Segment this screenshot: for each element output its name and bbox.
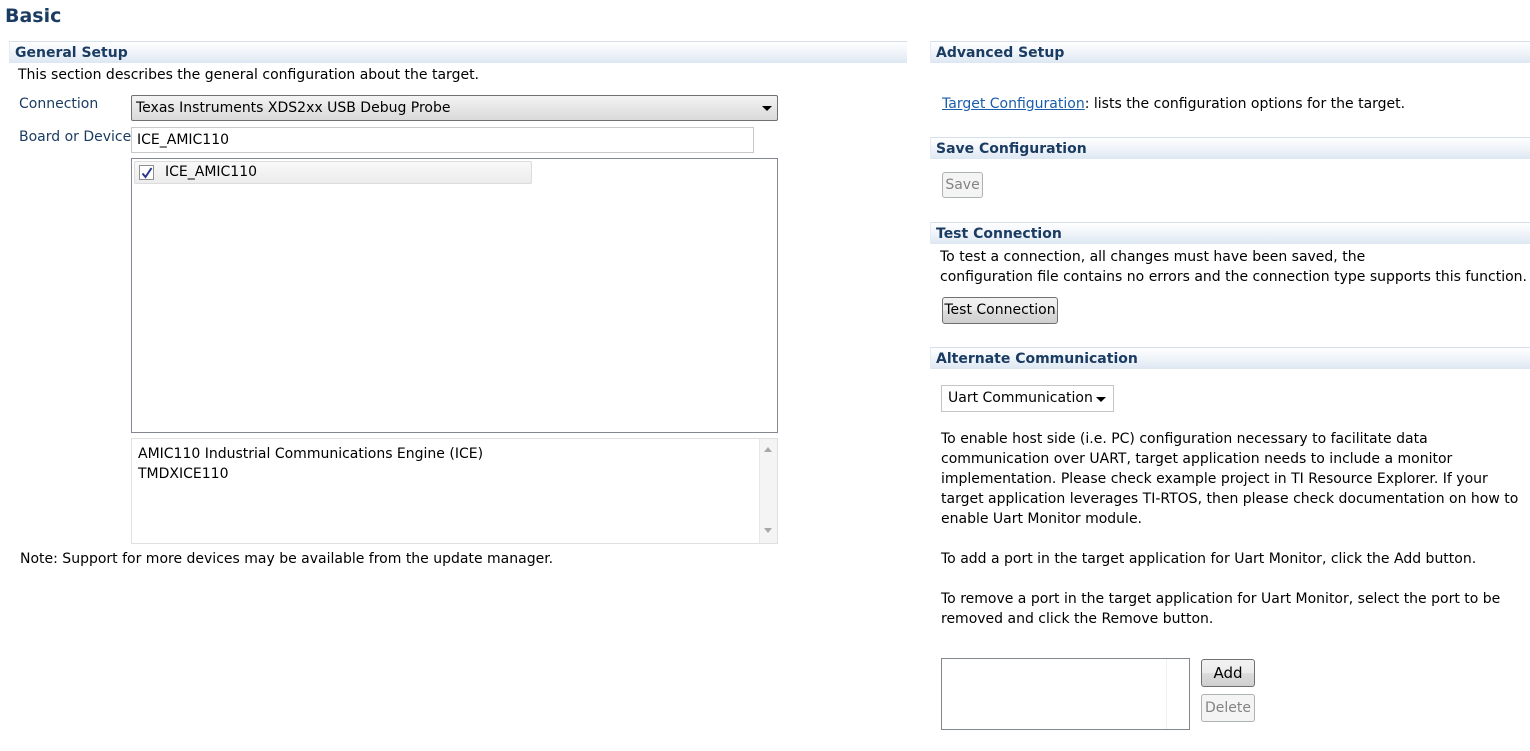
device-description xyxy=(131,438,778,544)
update-manager-note: Note: Support for more devices may be available from the update manager. xyxy=(20,551,554,567)
chevron-down-icon xyxy=(762,106,772,111)
uart-description-line: To enable host side (i.e. PC) configuration necessary to facilitate data xyxy=(941,431,1428,447)
uart-port-list[interactable] xyxy=(941,658,1190,730)
target-configuration-text xyxy=(942,96,1405,112)
remove-port-line: To remove a port in the target application for Uart Monitor, select the port to be xyxy=(941,591,1501,607)
test-connection-line: To test a connection, all changes must have been saved, the xyxy=(940,249,1366,265)
save-configuration-header: Save Configuration xyxy=(930,137,1530,159)
delete-port-button[interactable]: Delete xyxy=(1201,694,1255,722)
communication-type-value: Uart Communication xyxy=(948,390,1093,406)
advanced-setup-header: Advanced Setup xyxy=(930,41,1530,63)
test-connection-button[interactable]: Test Connection xyxy=(942,297,1058,324)
add-port-instructions: To add a port in the target application for Uart Monitor, click the Add button. xyxy=(941,551,1477,567)
board-or-device-label: Board or Device xyxy=(19,129,132,145)
general-setup-description: This section describes the general configuration about the target. xyxy=(18,67,480,83)
page-title: Basic xyxy=(5,5,62,27)
checkmark-icon xyxy=(141,167,153,179)
add-port-button[interactable]: Add xyxy=(1201,659,1255,687)
connection-label: Connection xyxy=(19,96,99,112)
alternate-communication-header: Alternate Communication xyxy=(930,347,1530,369)
test-connection-header: Test Connection xyxy=(930,222,1530,244)
general-setup-header: General Setup xyxy=(9,41,907,63)
board-filter-input[interactable] xyxy=(131,127,754,153)
remove-port-line: removed and click the Remove button. xyxy=(941,611,1214,627)
port-list-divider xyxy=(1166,659,1167,729)
device-list-item[interactable] xyxy=(134,161,532,184)
device-checkbox[interactable] xyxy=(139,165,154,180)
uart-monitor-description xyxy=(941,429,1518,529)
scroll-up-arrow-icon[interactable] xyxy=(764,447,772,452)
uart-description-line: communication over UART, target application needs to include a monitor xyxy=(941,451,1453,467)
board-filter-value: ICE_AMIC110 xyxy=(137,132,230,148)
uart-description-line: target application leverages TI-RTOS, then please check documentation on how to xyxy=(941,491,1519,507)
connection-dropdown-value: Texas Instruments XDS2xx USB Debug Probe xyxy=(136,100,451,116)
test-connection-description xyxy=(940,247,1527,287)
uart-description-line: enable Uart Monitor module. xyxy=(941,511,1143,527)
remove-port-instructions xyxy=(941,589,1500,629)
save-button[interactable]: Save xyxy=(942,172,983,198)
description-scrollbar[interactable] xyxy=(759,439,777,543)
communication-type-dropdown[interactable] xyxy=(941,385,1114,412)
target-configuration-suffix: : lists the configuration options for the target. xyxy=(1084,96,1406,112)
device-description-line: TMDXICE110 xyxy=(138,466,229,482)
uart-description-line: implementation. Please check example project in TI Resource Explorer. If your xyxy=(941,471,1488,487)
device-list-item-label: ICE_AMIC110 xyxy=(165,164,258,180)
target-configuration-link[interactable]: Target Configuration xyxy=(942,96,1085,112)
device-list[interactable] xyxy=(131,158,778,433)
test-connection-line: configuration file contains no errors and the connection type supports this function. xyxy=(940,269,1527,285)
scroll-down-arrow-icon[interactable] xyxy=(764,528,772,533)
connection-dropdown[interactable] xyxy=(131,95,778,121)
chevron-down-icon xyxy=(1096,397,1106,402)
device-description-line: AMIC110 Industrial Communications Engine (ICE) xyxy=(138,446,484,462)
